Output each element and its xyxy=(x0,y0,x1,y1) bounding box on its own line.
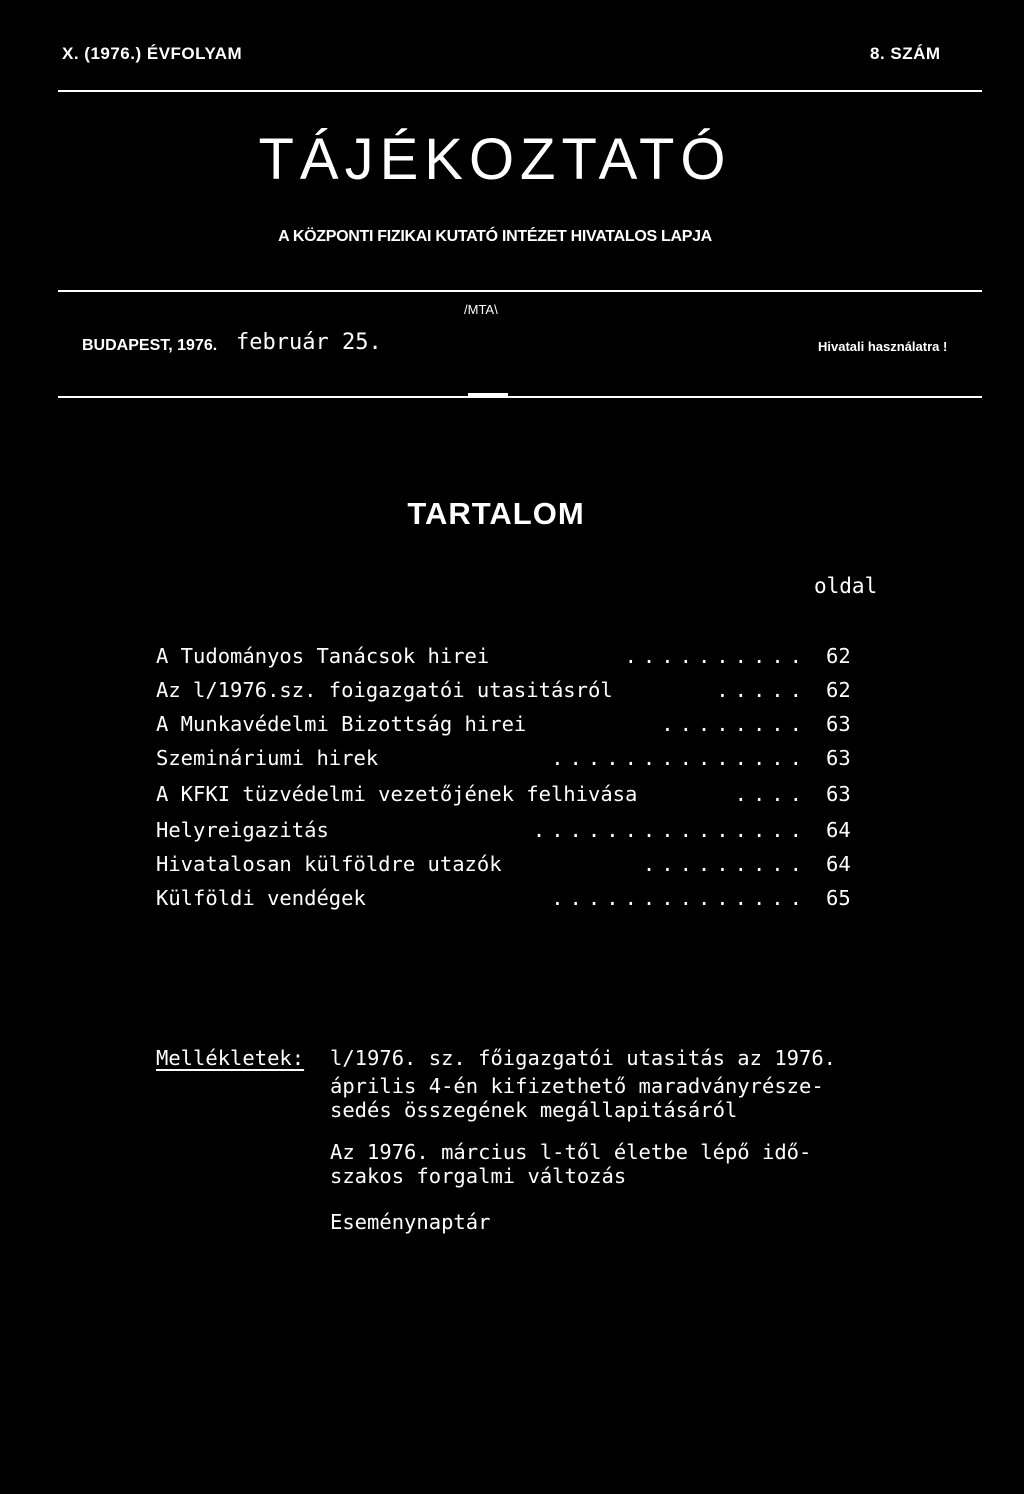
toc-item-leader: .... xyxy=(734,782,808,806)
rule-mark xyxy=(468,393,508,396)
contents-heading: TARTALOM xyxy=(407,496,585,531)
toc-item-leader: .............. xyxy=(551,886,808,910)
toc-item-leader: ..... xyxy=(716,678,808,702)
issue-number: 8. SZÁM xyxy=(870,44,941,63)
attachments-label: Mellékletek: xyxy=(156,1046,305,1070)
toc-item-page: 62 xyxy=(826,678,851,702)
toc-item-title: Helyreigazitás xyxy=(156,818,329,842)
toc-item-title: Szemináriumi hirek xyxy=(156,746,379,770)
attachment-line: Az 1976. március l-től életbe lépő idő- xyxy=(330,1140,812,1164)
volume-label: X. (1976.) ÉVFOLYAM xyxy=(62,44,243,63)
official-use-note: Hivatali használatra ! xyxy=(818,339,948,354)
publication-subtitle: A KÖZPONTI FIZIKAI KUTATÓ INTÉZET HIVATALOS LAPJA xyxy=(278,228,712,245)
toc-item-title: Az l/1976.sz. foigazgatói utasitásról xyxy=(156,678,613,702)
toc-item xyxy=(156,886,856,920)
attachment-line: l/1976. sz. főigazgatói utasitás az 1976. xyxy=(330,1046,837,1070)
toc-item xyxy=(156,678,856,712)
attachment-line: Eseménynaptár xyxy=(330,1210,491,1234)
toc-item xyxy=(156,852,856,886)
mta-mark: /MTA\ xyxy=(464,302,498,317)
toc-item-page: 63 xyxy=(826,782,851,806)
toc-item-leader: ......... xyxy=(642,852,808,876)
toc-item-title: A Munkavédelmi Bizottság hirei xyxy=(156,712,527,736)
city-year: BUDAPEST, 1976. xyxy=(82,337,218,354)
toc-item-title: A Tudományos Tanácsok hirei xyxy=(156,644,490,668)
toc-item-page: 63 xyxy=(826,746,851,770)
upper-info-rule xyxy=(58,290,982,292)
publication-title: TÁJÉKOZTATÓ xyxy=(258,127,732,192)
attachment-line: szakos forgalmi változás xyxy=(330,1164,627,1188)
toc-item-title: Külföldi vendégek xyxy=(156,886,366,910)
toc-item-title: Hivatalosan külföldre utazók xyxy=(156,852,502,876)
toc-item xyxy=(156,746,856,780)
toc-item-page: 63 xyxy=(826,712,851,736)
toc-item-page: 62 xyxy=(826,644,851,668)
lower-info-rule xyxy=(58,396,982,398)
toc-item-page: 65 xyxy=(826,886,851,910)
toc-item-title: A KFKI tüzvédelmi vezetőjének felhivása xyxy=(156,782,638,806)
toc-item-leader: .............. xyxy=(551,746,808,770)
toc-item xyxy=(156,712,856,746)
toc-item-leader: .......... xyxy=(624,644,808,668)
attachment-line: április 4-én kifizethető maradványrésze- xyxy=(330,1074,824,1098)
issue-date: február 25. xyxy=(236,330,382,355)
attachment-line: sedés összegének megállapitásáról xyxy=(330,1098,738,1122)
toc-item xyxy=(156,818,856,852)
page-column-label: oldal xyxy=(814,574,878,598)
toc-item-leader: ............... xyxy=(532,818,808,842)
toc-item xyxy=(156,782,856,816)
toc-item-page: 64 xyxy=(826,818,851,842)
toc-item-leader: ........ xyxy=(661,712,808,736)
top-rule xyxy=(58,90,982,92)
toc-item-page: 64 xyxy=(826,852,851,876)
toc-item xyxy=(156,644,856,678)
